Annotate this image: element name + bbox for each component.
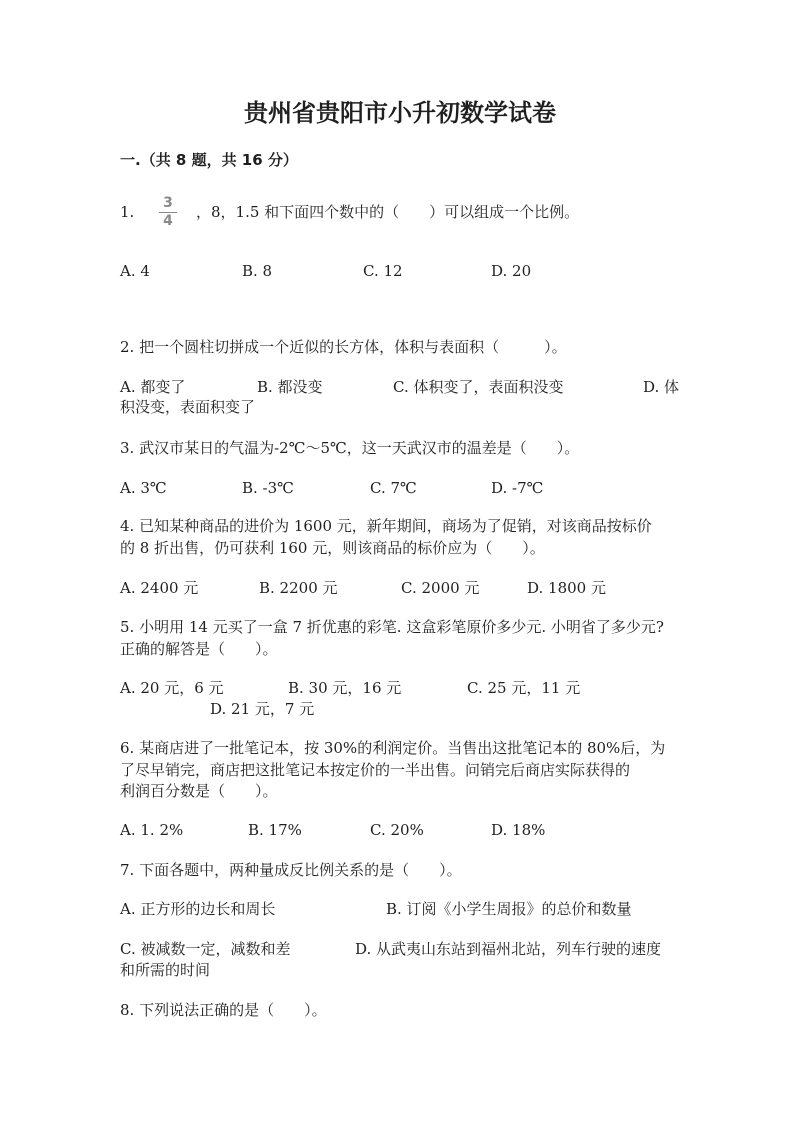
question-6-option-b: B. 17% xyxy=(248,821,302,839)
question-4-stem-line-1: 4. 已知某种商品的进价为 1600 元，新年期间，商场为了促销，对该商品按标价 xyxy=(120,517,652,535)
question-7-option-c: C. 被减数一定，减数和差 xyxy=(120,940,291,958)
question-7-option-d: D. 从武夷山东站到福州北站，列车行驶的速度 xyxy=(355,940,662,958)
question-4-option-c: C. 2000 元 xyxy=(401,579,480,597)
question-3-stem: 3. 武汉市某日的气温为-2℃～5℃，这一天武汉市的温差是（ ）。 xyxy=(120,439,580,457)
question-6-option-d: D. 18% xyxy=(491,821,546,839)
question-5-stem-line-1: 5. 小明用 14 元买了一盒 7 折优惠的彩笔. 这盒彩笔原价多少元. 小明省了多少元? xyxy=(120,618,664,636)
question-5-option-b: B. 30 元，16 元 xyxy=(288,679,402,697)
question-7-option-b: B. 订阅《小学生周报》的总价和数量 xyxy=(386,900,632,918)
question-1-option-a: A. 4 xyxy=(120,262,150,280)
question-4-option-a: A. 2400 元 xyxy=(120,579,199,597)
question-5-stem-line-2: 正确的解答是（ ）。 xyxy=(120,640,278,658)
question-5-option-a: A. 20 元，6 元 xyxy=(120,679,224,697)
fraction-numerator: 3 xyxy=(163,195,173,211)
question-6-stem-line-2: 了尽早销完，商店把这批笔记本按定价的一半出售。问销完后商店实际获得的 xyxy=(120,761,631,779)
question-8-stem: 8. 下列说法正确的是（ ）。 xyxy=(120,1001,327,1019)
question-1-option-c: C. 12 xyxy=(363,262,403,280)
question-7-stem: 7. 下面各题中，两种量成反比例关系的是（ ）。 xyxy=(120,861,462,879)
question-6-option-a: A. 1. 2% xyxy=(120,821,184,839)
question-3-option-d: D. -7℃ xyxy=(491,479,544,497)
question-1-stem: ，8，1.5 和下面四个数中的（ ）可以组成一个比例。 xyxy=(196,203,580,221)
question-7-option-a: A. 正方形的边长和周长 xyxy=(120,900,276,918)
question-5-option-d: D. 21 元，7 元 xyxy=(210,700,315,718)
question-3-option-b: B. -3℃ xyxy=(242,479,294,497)
question-2-option-d: D. 体 xyxy=(643,378,680,396)
question-2-option-c: C. 体积变了，表面积没变 xyxy=(393,378,564,396)
question-2-option-d-continued: 积没变，表面积变了 xyxy=(120,398,256,416)
question-2-option-b: B. 都没变 xyxy=(257,378,323,396)
question-4-stem-line-2: 的 8 折出售，仍可获利 160 元，则该商品的标价应为（ ）。 xyxy=(120,539,545,557)
fraction-denominator: 4 xyxy=(163,213,173,229)
question-3-option-a: A. 3℃ xyxy=(120,479,167,497)
question-3-option-c: C. 7℃ xyxy=(370,479,417,497)
fraction-three-quarters xyxy=(158,196,178,229)
question-2-option-a: A. 都变了 xyxy=(120,378,186,396)
question-1-option-b: B. 8 xyxy=(242,262,273,280)
exam-title: 贵州省贵阳市小升初数学试卷 xyxy=(244,99,556,127)
question-2-stem: 2. 把一个圆柱切拼成一个近似的长方体，体积与表面积（ ）。 xyxy=(120,338,567,356)
question-7-option-d-continued: 和所需的时间 xyxy=(120,961,211,979)
question-6-stem-line-3: 利润百分数是（ ）。 xyxy=(120,782,278,800)
question-1-option-d: D. 20 xyxy=(491,262,532,280)
section-header: 一.（共 8 题，共 16 分） xyxy=(120,151,298,169)
question-1-number: 1. xyxy=(120,203,135,221)
question-4-option-b: B. 2200 元 xyxy=(259,579,338,597)
question-4-option-d: D. 1800 元 xyxy=(527,579,606,597)
question-5-option-c: C. 25 元，11 元 xyxy=(467,679,581,697)
question-6-stem-line-1: 6. 某商店进了一批笔记本，按 30%的利润定价。当售出这批笔记本的 80%后，为 xyxy=(120,739,666,757)
question-6-option-c: C. 20% xyxy=(370,821,424,839)
